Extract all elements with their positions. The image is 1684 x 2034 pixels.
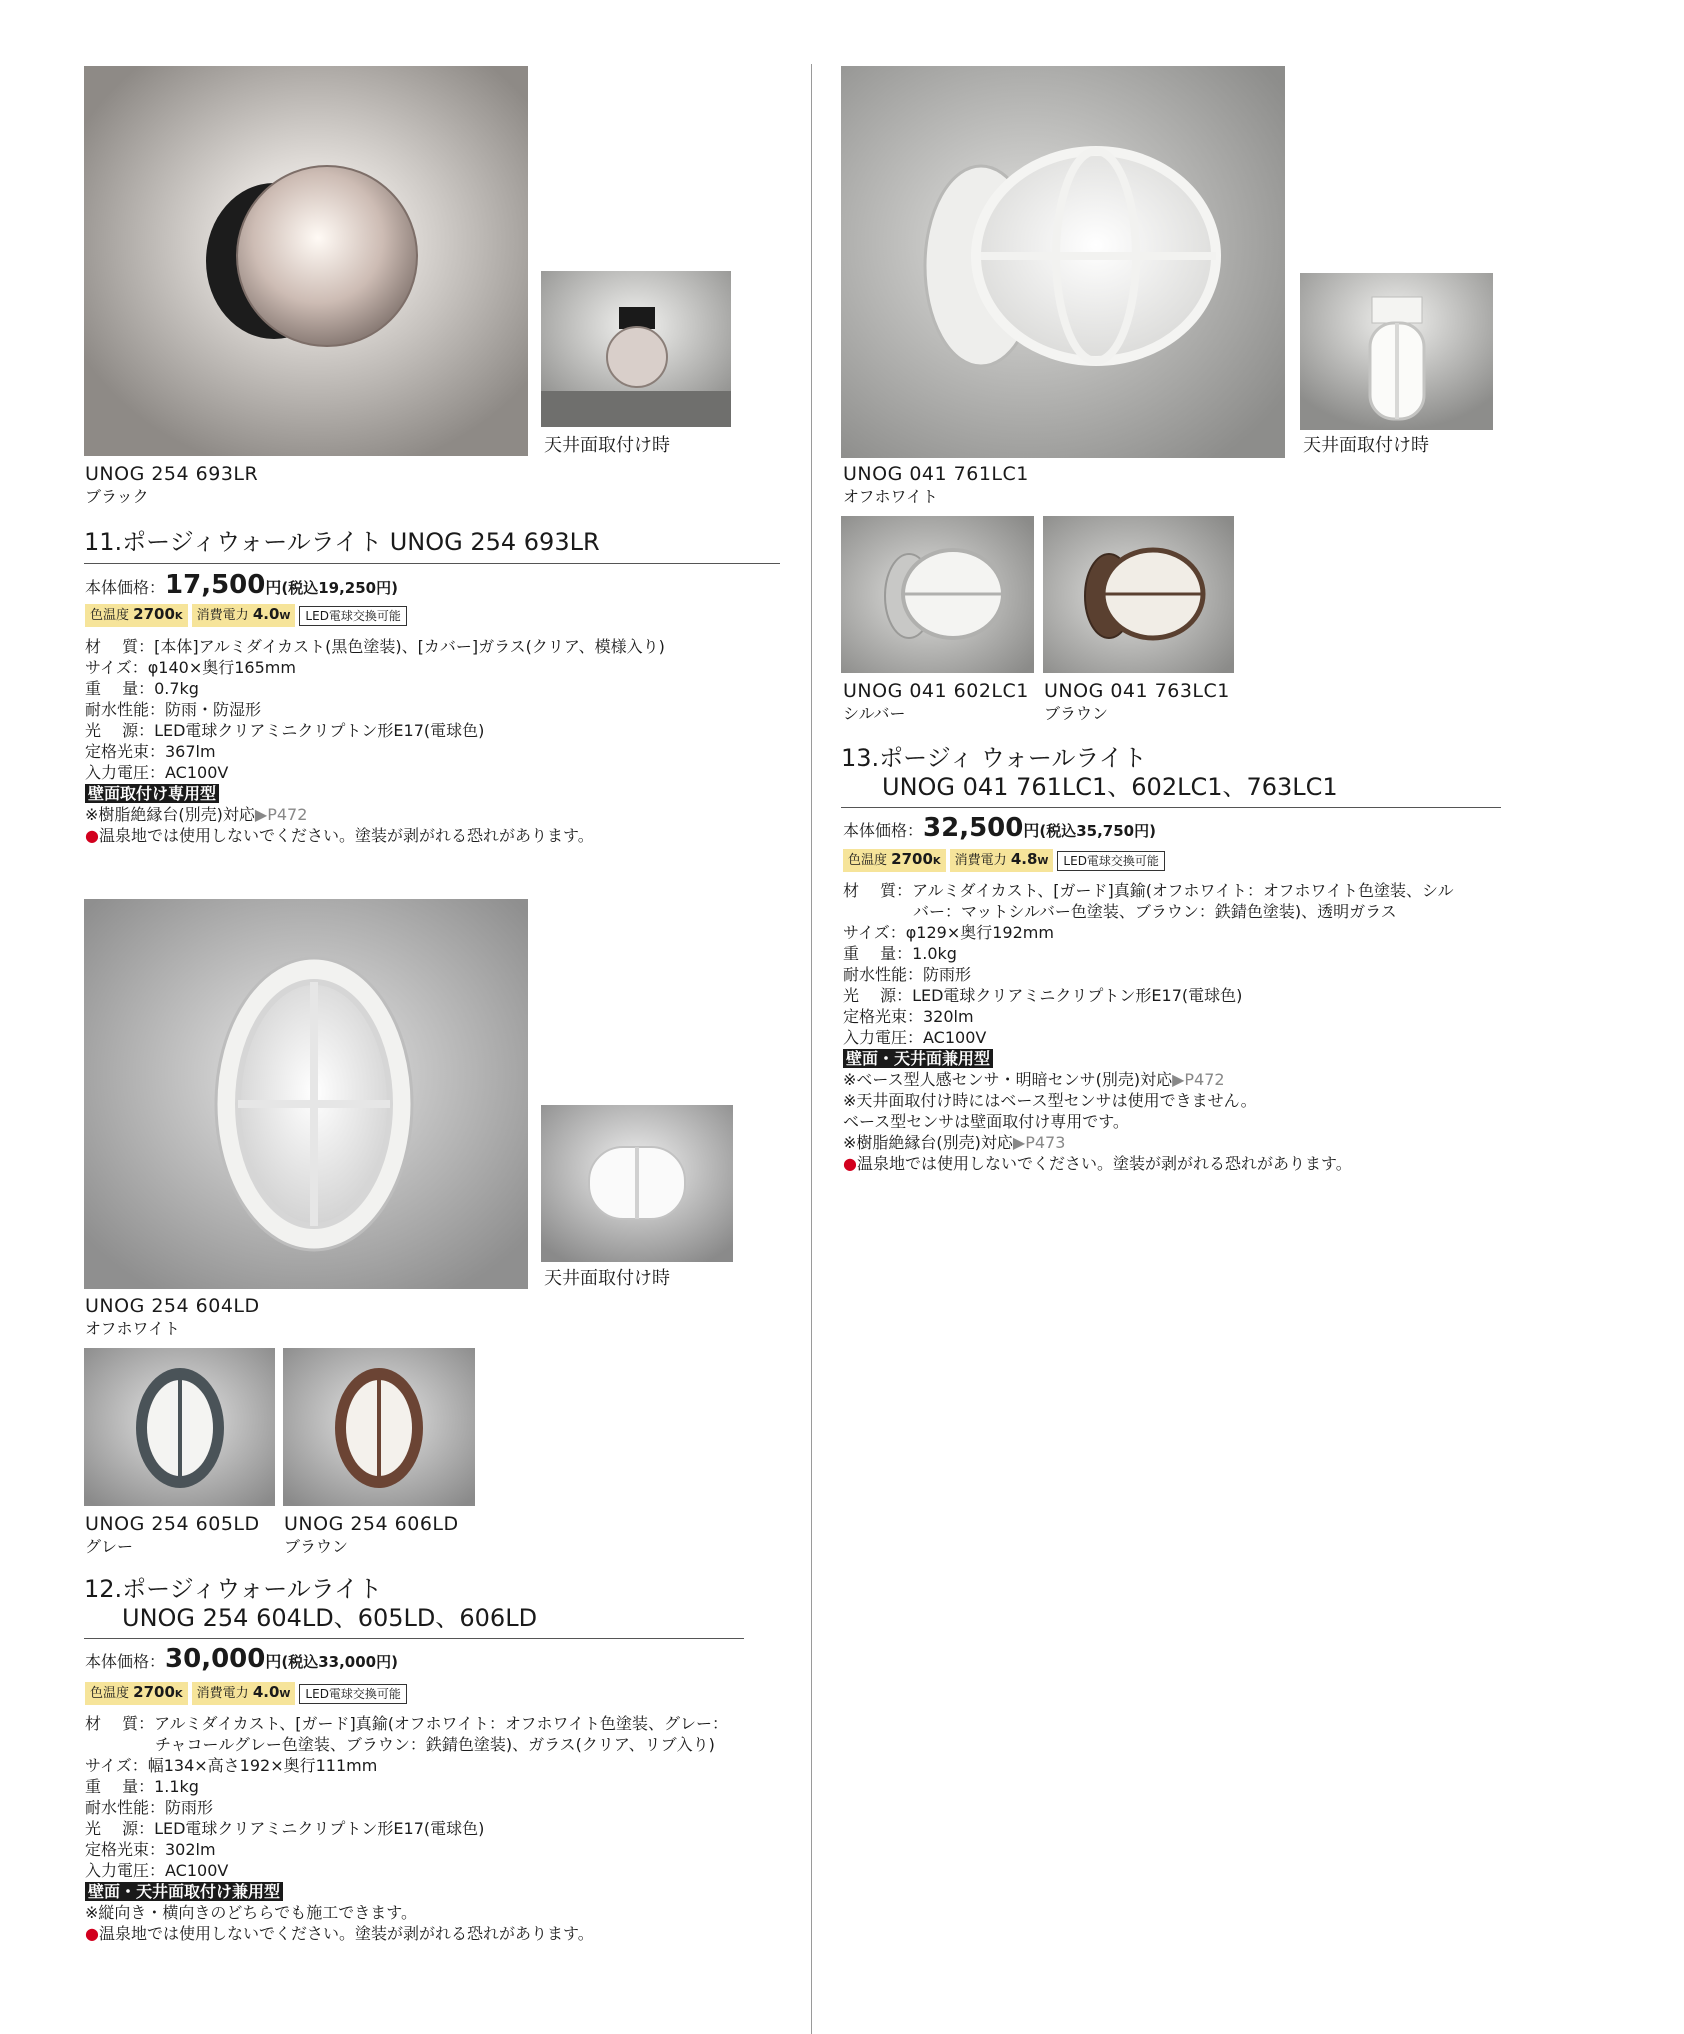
- spec-flux: 定格光束：302lm: [85, 1840, 216, 1859]
- spec-flux: 定格光束：320lm: [843, 1007, 974, 1026]
- page-ref-link[interactable]: ▶P473: [1012, 1133, 1066, 1152]
- price-yen: 円: [265, 578, 282, 597]
- spec-flux: 定格光束：367lm: [85, 742, 216, 761]
- led-badge: LED電球交換可能: [1057, 851, 1165, 871]
- ceiling-photo-unog-041-761lc1: [1300, 273, 1493, 430]
- price-label: 本体価格：: [843, 821, 924, 840]
- variant-color: ブラウン: [284, 1537, 349, 1556]
- power-badge: 消費電力 4.8W: [950, 849, 1054, 872]
- price-value: 30,000: [165, 1644, 266, 1674]
- led-badge: LED電球交換可能: [299, 1684, 407, 1704]
- note: ※ベース型人感センサ・明暗センサ(別売)対応▶P472: [843, 1070, 1225, 1089]
- column-divider: [811, 64, 812, 2034]
- spec-badges: [843, 849, 1165, 872]
- variant-code: UNOG 254 606LD: [284, 1513, 459, 1535]
- led-badge: LED電球交換可能: [299, 606, 407, 626]
- spec-size: サイズ：φ129×奥行192mm: [843, 923, 1054, 942]
- power-badge: 消費電力 4.0W: [192, 1682, 296, 1705]
- spec-water: 耐水性能：防雨・防湿形: [85, 700, 262, 719]
- variant-code: UNOG 041 602LC1: [843, 680, 1029, 702]
- color-temp-badge: 色温度 2700K: [843, 849, 946, 872]
- spec-light: 光 源：LED電球クリアミニクリプトン形E17(電球色): [843, 986, 1243, 1005]
- spec-size: サイズ：幅134×高さ192×奥行111mm: [85, 1756, 378, 1775]
- page-ref-link[interactable]: ▶P472: [254, 805, 308, 824]
- product-title: 12.ポージィウォールライト: [84, 1575, 383, 1603]
- product-color: オフホワイト: [85, 1319, 181, 1338]
- product-color: ブラック: [85, 487, 149, 506]
- mount-tag: 壁面・天井面取付け兼用型: [85, 1882, 283, 1901]
- spec-size: サイズ：φ140×奥行165mm: [85, 658, 296, 677]
- title-rule: [84, 563, 780, 564]
- spec-material-cont: チャコールグレー色塗装、ブラウン：鉄錆色塗装)、ガラス(クリア、リブ入り): [155, 1735, 715, 1754]
- spec-list: [85, 1713, 728, 1944]
- price-tax: (税込33,000円): [281, 1653, 398, 1671]
- warning-dot-icon: ●: [85, 1924, 99, 1943]
- spec-badges: [85, 604, 407, 627]
- spec-list: [843, 880, 1454, 1174]
- variant-color: グレー: [85, 1537, 134, 1556]
- ceiling-caption: 天井面取付け時: [1303, 435, 1429, 456]
- spec-material: 材 質：アルミダイカスト、[ガード]真鍮(オフホワイト：オフホワイト色塗装、シル: [843, 881, 1454, 900]
- note: ベース型センサは壁面取付け専用です。: [843, 1112, 1129, 1131]
- product-photo-unog-254-693lr: [84, 66, 528, 456]
- variant-photo-unog-041-602lc1: [841, 516, 1034, 673]
- variant-color: ブラウン: [1044, 704, 1109, 723]
- price-value: 17,500: [165, 570, 266, 600]
- ceiling-caption: 天井面取付け時: [544, 435, 670, 456]
- variant-code: UNOG 041 763LC1: [1044, 680, 1230, 702]
- product-title: 11.ポージィウォールライト UNOG 254 693LR: [84, 528, 600, 556]
- product-code: UNOG 254 693LR: [85, 463, 259, 485]
- warning: ●温泉地では使用しないでください。塗装が剥がれる恐れがあります。: [85, 1924, 594, 1943]
- product-code: UNOG 254 604LD: [85, 1295, 260, 1317]
- price-label: 本体価格：: [85, 1652, 166, 1671]
- price-tax: (税込35,750円): [1039, 822, 1156, 840]
- spec-material: 材 質：アルミダイカスト、[ガード]真鍮(オフホワイト：オフホワイト色塗装、グレー：: [85, 1714, 729, 1733]
- warning: ●温泉地では使用しないでください。塗装が剥がれる恐れがあります。: [85, 826, 594, 845]
- spec-list: [85, 636, 665, 846]
- product-title: 13.ポージィ ウォールライト: [841, 744, 1147, 772]
- spec-voltage: 入力電圧：AC100V: [85, 1861, 229, 1880]
- spec-weight: 重 量：1.1kg: [85, 1777, 199, 1796]
- variant-code: UNOG 254 605LD: [85, 1513, 260, 1535]
- warning: ●温泉地では使用しないでください。塗装が剥がれる恐れがあります。: [843, 1154, 1352, 1173]
- mount-tag: 壁面・天井面兼用型: [843, 1049, 993, 1068]
- spec-badges: [85, 1682, 407, 1705]
- price-yen: 円: [1023, 821, 1040, 840]
- product-photo-unog-254-604ld: [84, 899, 528, 1289]
- spec-weight: 重 量：0.7kg: [85, 679, 199, 698]
- title-rule: [84, 1638, 744, 1639]
- spec-light: 光 源：LED電球クリアミニクリプトン形E17(電球色): [85, 721, 485, 740]
- spec-water: 耐水性能：防雨形: [85, 1798, 214, 1817]
- page-ref-link[interactable]: ▶P472: [1172, 1070, 1225, 1089]
- spec-voltage: 入力電圧：AC100V: [843, 1028, 987, 1047]
- product-title-codes: UNOG 041 761LC1、602LC1、763LC1: [882, 773, 1338, 801]
- price-value: 32,500: [923, 813, 1024, 843]
- note: ※天井面取付け時にはベース型センサは使用できません。: [843, 1091, 1257, 1110]
- price-line: [85, 570, 398, 603]
- product-photo-unog-041-761lc1: [841, 66, 1285, 458]
- spec-material: 材 質：[本体]アルミダイカスト(黒色塗装)、[カバー]ガラス(クリア、模様入り): [85, 637, 665, 656]
- warning-dot-icon: ●: [85, 826, 99, 845]
- price-line: [843, 813, 1156, 846]
- product-code: UNOG 041 761LC1: [843, 463, 1029, 485]
- color-temp-badge: 色温度 2700K: [85, 1682, 188, 1705]
- spec-weight: 重 量：1.0kg: [843, 944, 957, 963]
- note: ※縦向き・横向きのどちらでも施工できます。: [85, 1903, 417, 1922]
- power-badge: 消費電力 4.0W: [192, 604, 296, 627]
- price-yen: 円: [265, 1652, 282, 1671]
- price-label: 本体価格：: [85, 578, 166, 597]
- variant-color: シルバー: [843, 704, 906, 723]
- price-line: [85, 1644, 398, 1677]
- price-tax: (税込19,250円): [281, 579, 398, 597]
- spec-light: 光 源：LED電球クリアミニクリプトン形E17(電球色): [85, 1819, 485, 1838]
- warning-dot-icon: ●: [843, 1154, 857, 1173]
- ceiling-photo-unog-254-693lr: [541, 271, 731, 427]
- variant-photo-unog-041-763lc1: [1043, 516, 1234, 673]
- note: ※樹脂絶縁台(別売)対応▶P472: [85, 805, 308, 824]
- variant-photo-unog-254-605ld: [84, 1348, 275, 1506]
- ceiling-photo-unog-254-604ld: [541, 1105, 733, 1262]
- mount-tag: 壁面取付け専用型: [85, 784, 219, 803]
- spec-water: 耐水性能：防雨形: [843, 965, 972, 984]
- variant-photo-unog-254-606ld: [283, 1348, 475, 1506]
- spec-voltage: 入力電圧：AC100V: [85, 763, 229, 782]
- product-color: オフホワイト: [843, 487, 939, 506]
- product-title-codes: UNOG 254 604LD、605LD、606LD: [122, 1604, 538, 1632]
- title-rule: [841, 807, 1501, 808]
- ceiling-caption: 天井面取付け時: [544, 1268, 670, 1289]
- note: ※樹脂絶縁台(別売)対応▶P473: [843, 1133, 1066, 1152]
- spec-material-cont: バー：マットシルバー色塗装、ブラウン：鉄錆色塗装)、透明ガラス: [913, 902, 1397, 921]
- color-temp-badge: 色温度 2700K: [85, 604, 188, 627]
